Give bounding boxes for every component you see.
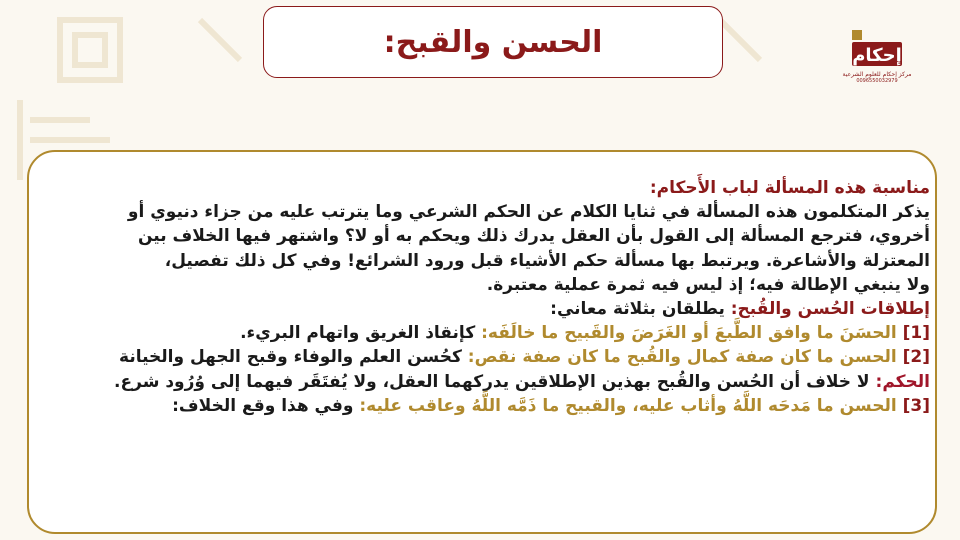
logo-name: إحكام	[852, 45, 902, 66]
heading-meanings: إطلاقات الحُسن والقُبح:	[730, 299, 930, 320]
item-3	[40, 394, 930, 418]
content-body	[40, 176, 930, 418]
item-1-example: كإنقاذ الغريق واتهام البريء.	[240, 323, 482, 344]
heading-meanings-line	[40, 297, 930, 321]
item-3-example: وفي هذا وقع الخلاف:	[172, 395, 360, 416]
ruling	[40, 370, 930, 394]
item-1-definition: الحسَنَ ما وافق الطَّبعَ أو الغَرَضَ والقَبيح ما خالَفَه:	[481, 323, 903, 344]
logo-mark-icon	[846, 26, 908, 70]
ruling-text: لا خلاف أن الحُسن والقُبح بهذين الإطلاقين يدركهما العقل، ولا يُفتَقَر فيهما إلى وُرُود شرع.	[114, 371, 876, 392]
item-2-number: [2]	[902, 347, 930, 368]
item-2-example: كحُسن العلم والوفاء وقبح الجهل والخيانة	[119, 347, 468, 368]
logo-subtitle: مركز إحكام للعلوم الشرعية	[842, 71, 912, 78]
ruling-label: الحكم:	[875, 371, 930, 392]
logo-phone: 0096550032979	[856, 78, 898, 84]
item-2-definition: الحسن ما كان صفة كمال والقُبح ما كان صفة نقص:	[467, 347, 903, 368]
item-1	[40, 321, 930, 345]
logo	[842, 26, 912, 94]
item-2	[40, 345, 930, 369]
heading-relevance: مناسبة هذه المسألة لباب الأَحكام:	[649, 178, 930, 198]
title-box	[263, 6, 723, 78]
item-1-number: [1]	[902, 323, 930, 344]
paragraph-line-3: المعتزلة والأشاعرة. ويرتبط بها مسألة حكم الأشياء قبل ورود الشرائع! وفي كل ذلك تفصيل،	[164, 250, 930, 271]
item-3-number: [3]	[902, 395, 930, 416]
paragraph-line-2: أخروي، فترجع المسألة إلى القول بأن العقل يدرك ذلك ويحكم به أو لا؟ واشتهر فيها الخلاف بين	[137, 226, 930, 247]
paragraph-line-4: ولا ينبغي الإطالة فيه؛ إذ ليس فيه ثمرة عملية معتبرة.	[486, 274, 930, 295]
item-3-definition: الحسن ما مَدحَه اللَّهُ وأثاب عليه، والقبيح ما ذَمَّه اللَّهُ وعاقب عليه:	[359, 395, 903, 416]
paragraph-line-1: يذكر المتكلمون هذه المسألة في ثنايا الكلام عن الحكم الشرعي وما يترتب عليه من جزاء دنيوي أو	[127, 202, 930, 223]
heading-meanings-rest: يطلقان بثلاثة معاني:	[550, 299, 731, 320]
slide-title: الحسن والقبح:	[383, 24, 603, 60]
